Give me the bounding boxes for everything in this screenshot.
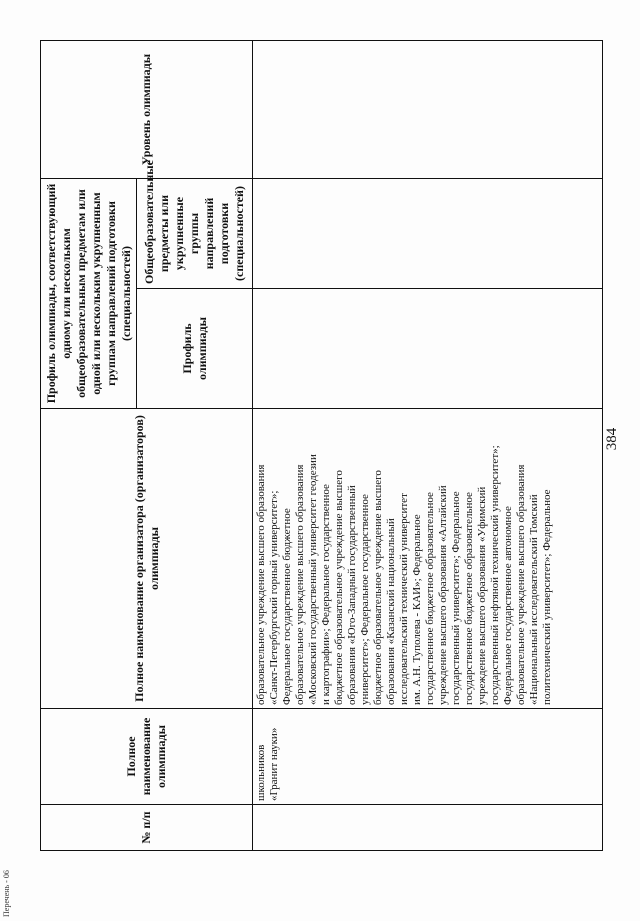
organizer-line: государственный нефтяной технический университет»;: [489, 445, 501, 705]
organizer-line: государственное бюджетное образовательное: [424, 492, 436, 705]
header-profile: Профиль олимпиады: [137, 289, 253, 409]
organizer-line: государственный университет»; Федеральное: [450, 491, 462, 705]
header-row: [41, 41, 137, 851]
cell-subjects: [253, 179, 603, 289]
footer-note: Перечень - 06: [2, 870, 11, 917]
header-subjects: Общеобразовательные предметы или укрупненные группы направлений подготовки (специальностей): [137, 179, 253, 289]
organizer-line: учреждение высшего образования «Алтайский: [437, 485, 449, 705]
organizer-line: им. А.Н. Туполева - КАИ»; Федеральное: [411, 514, 423, 705]
header-full-name: Полное наименование олимпиады: [41, 709, 253, 805]
organizer-line: бюджетное образовательное учреждение высшего: [333, 470, 345, 705]
organizer-line: университет»; Федеральное государственное: [359, 494, 371, 705]
cell-profile: [253, 289, 603, 409]
organizer-line: бюджетное образовательное учреждение высшего: [372, 470, 384, 705]
organizer-line: политехнический университет»; Федеральное: [541, 489, 553, 705]
organizer-line: образовательное учреждение высшего образования: [294, 464, 306, 705]
cell-organizer: [253, 409, 603, 709]
header-profile-group: Профиль олимпиады, соответствующий одному или нескольким общеобразовательным предметам или одной или нескольким укрупненным группам направлений подготовки (специальностей): [41, 179, 137, 409]
olympiad-table: [40, 40, 603, 851]
header-num: № п/п: [41, 805, 253, 851]
organizer-line: Федеральное государственное автономное: [502, 506, 514, 705]
cell-level: [253, 41, 603, 179]
cell-num: [253, 805, 603, 851]
organizer-line: учреждение высшего образования «Уфимский: [476, 486, 488, 705]
table-row: [253, 41, 603, 851]
header-level: Уровень олимпиады: [41, 41, 253, 179]
organizer-line: исследовательский технический университет: [398, 493, 410, 705]
organizer-line: образовательное учреждение высшего образования: [515, 464, 527, 705]
organizer-line: образования «Казанский национальный: [385, 518, 397, 705]
cell-olympiad-name: [253, 709, 603, 805]
organizer-line: «Московский государственный университет геодезии: [307, 454, 319, 705]
header-organizer: Полное наименование организатора (организаторов) олимпиады: [41, 409, 253, 709]
olympiad-name-line: «Гранит науки»: [268, 727, 280, 801]
organizer-line: Федеральное государственное бюджетное: [281, 508, 293, 705]
organizer-line: «Национальный исследовательский Томский: [528, 494, 540, 705]
organizer-line: государственное бюджетное образовательное: [463, 492, 475, 705]
organizer-line: и картографии»; Федеральное государственное: [320, 484, 332, 705]
organizer-line: образования «Юго-Западный государственный: [346, 485, 358, 705]
olympiad-name-line: школьников: [255, 744, 267, 801]
organizer-line: образовательное учреждение высшего образования: [255, 464, 267, 705]
organizer-line: «Санкт-Петербургский горный университет»;: [268, 490, 280, 705]
page-number: 384: [604, 427, 620, 451]
